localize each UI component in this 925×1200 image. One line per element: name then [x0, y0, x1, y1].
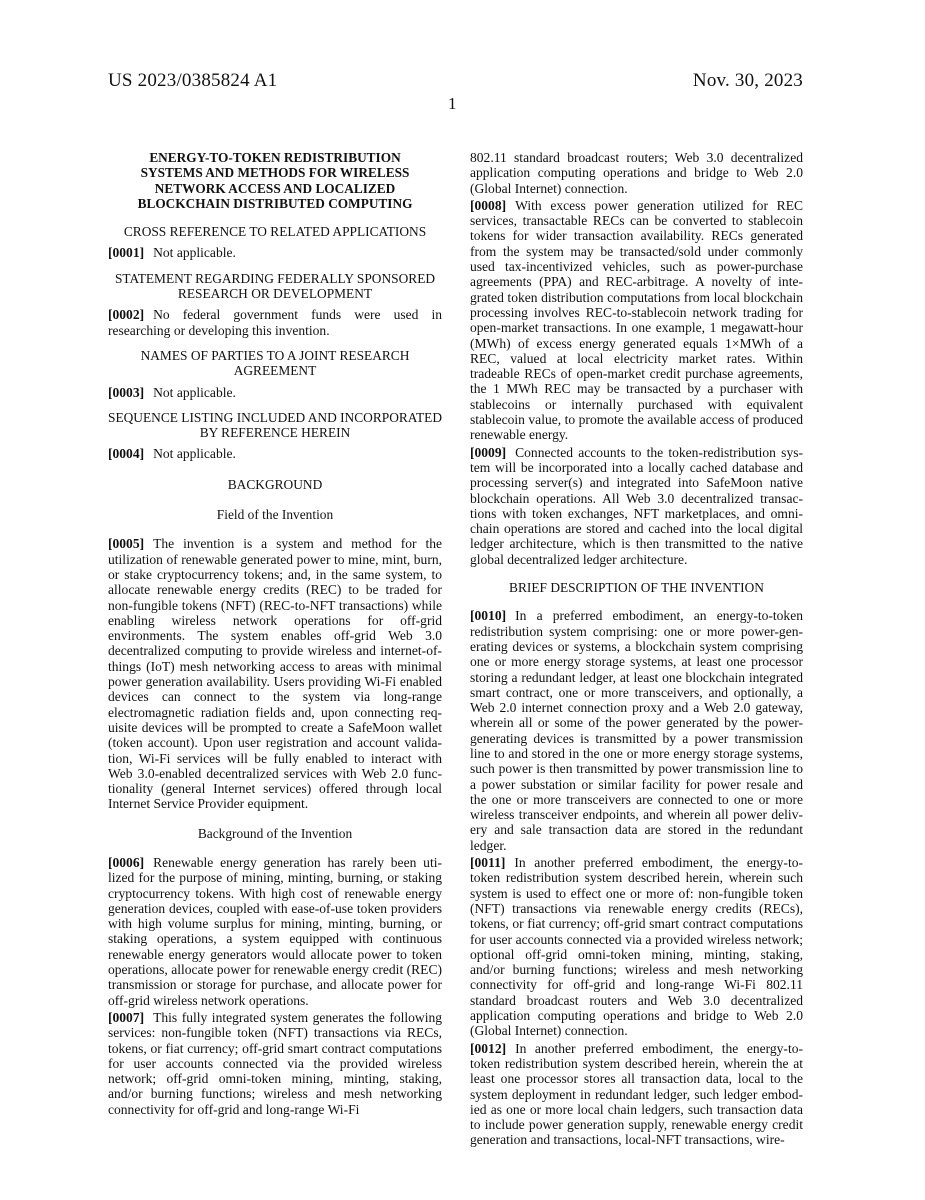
paragraph-0003 [108, 385, 442, 400]
paragraph-text: In another preferred embodiment, the energy-to-token redistribution system described herein, wherein the at least one processor stores all transaction data, local to the system deployment in redundant ledger, such ledger embodied as one or more local chain ledgers, such transaction data to include power generation supply, renewable energy credit generation and transactions, local-NFT transactions, wire- [470, 1040, 803, 1148]
paragraph-0007-continued: 802.11 standard broadcast routers; Web 3.0 decentralized application computing operations and bridge to Web 2.0 (Global Internet) connection. [470, 150, 803, 196]
paragraph-number: [0011] [470, 855, 506, 871]
paragraph-number: [0009] [470, 444, 507, 460]
page-number: 1 [448, 94, 457, 113]
heading-background-of-invention: Background of the Invention [197, 825, 353, 841]
paragraph-number: [0001] [108, 245, 145, 261]
paragraph-0010 [470, 608, 803, 853]
paragraph-text: Not applicable. [153, 446, 236, 462]
paragraph-number: [0012] [470, 1040, 507, 1056]
paragraph-text: In another preferred embodiment, the energy-to-token redistribution system described herein, wherein such system is used to effect one or more of: non-fungible token (NFT) transactions via renewable energy credits (RECs), tokens, or fiat currency; off-grid smart contract computations for user accounts connected via a provided wireless network; optional off-grid omni-token mining, minting, staking, and/or burning functions; wireless and mesh networking connectivity for off-grid and long-range Wi-Fi 802.11 standard broadcast routers and Web 3.0 decentralized application computing operations and bridge to Web 2.0 (Global Internet) connection. [470, 855, 803, 1039]
publication-number: US 2023/0385824 A1 [108, 70, 278, 91]
paragraph-number: [0007] [108, 1009, 145, 1025]
paragraph-0012 [470, 1041, 803, 1148]
paragraph-0002 [108, 307, 442, 338]
paragraph-text: Renewable energy generation has rarely been utilized for the purpose of mining, minting, burning, or staking cryptocurrency tokens. With high cost of renewable energy generation devices, coupled with ease-of-use token providers with high volume surplus for mining, minting, burning, or staking operations, a system equipped with continuous renewable energy generators would allocate power to token operations, allocate power for renewable energy credit (REC) transmission or storage for purchase, and allocate power for off-grid wireless network operations. [108, 854, 442, 1008]
paragraph-number: [0005] [108, 536, 145, 552]
paragraph-text: Connected accounts to the token-redistribution system will be incorporated into a locally cached database and processing server(s) and integrated into SafeMoon native blockchain operations. All Web 3.0 decentralized transactions with token exchanges, NFT marketplaces, and omni-chain operations are stored and cached into the local digital ledger architecture, which is then transmitted to the native global decentralized ledger architecture. [470, 444, 803, 567]
heading-federal-research: STATEMENT REGARDING FEDERALLY SPONSORED RESEARCH OR DEVELOPMENT [114, 270, 436, 302]
paragraph-text: In a preferred embodiment, an energy-to-token redistribution system comprising: one or more power-generating devices or systems, a blockchain system comprising one or more energy storage systems, at least one processor storing a redundant ledger, at least one blockchain integrated smart contract, one or more transceivers, and optionally, a Web 2.0 internet connection proxy and a Web 2.0 gateway, wherein all or some of the power generated by the power-generating devices is transmitted by a power transmission line to and stored in the one or more energy storage systems, such power is then transmitted by power transmission line to a power substation or similar facility for power resale and the one or more transceivers are connected to one or more wireless transceiver endpoints, and wherein all power delivery and sale transaction data are stored in the redundant ledger. [470, 608, 803, 853]
paragraph-number: [0003] [108, 384, 145, 400]
paragraph-text: With excess power generation utilized for REC services, transactable RECs can be converted to stablecoin tokens for wider transaction availability. RECs generated from the system may be transacted/sold under commonly used tax-incentivized vehicles, such as power-purchase agreements (PPA) and REC-arbitrage. A novelty of integrated token distribution computations from local blockchain processing involves REC-to-stablecoin network trading for open-market transactions. In one example, 1 megawatt-hour (MWh) of excess energy generated equals 1×MWh of a REC, valued at local electricity market rates. Within tradeable RECs of open-market credit purchase agreements, the 1 MWh REC may be transacted by a purchaser with stablecoins or internally purchased with equivalent stablecoin value, to promote the available access of produced renewable energy. [470, 197, 803, 443]
paragraph-text: No federal government funds were used in researching or developing this invention. [108, 307, 442, 338]
paragraph-0006 [108, 855, 442, 1008]
paragraph-0004 [108, 446, 442, 461]
right-column [470, 150, 803, 1150]
paragraph-0008 [470, 198, 803, 443]
paragraph-number: [0010] [470, 608, 507, 624]
paragraph-0001 [108, 245, 442, 260]
left-column [108, 150, 442, 1119]
heading-sequence-listing: SEQUENCE LISTING INCLUDED AND INCORPORATED BY REFERENCE HEREIN [108, 409, 443, 441]
paragraph-text: The invention is a system and method for the utilization of renewable generated power to mine, mint, burn, or stake cryptocurrency tokens; and, in the same system, to allocate renewable energy credits (REC) to be traded for non-fungible tokens (NFT) (REC-to-NFT transactions) while enabling wireless network operations for off-grid environments. The system enables off-grid Web 3.0 decentralized computing to provide wireless and internet-of-things (IoT) mesh networking access to areas with minimal power generation availability. Users providing Wi-Fi enabled devices can connect to the system via long-range electromagnetic radiation fields and, upon connecting requisite devices will be prompted to create a SafeMoon wallet (token account). Upon user registration and account validation, Wi-Fi services will be fully enabled to interact with Web 3.0-enabled decentralized services with Web 2.0 functionality (general Internet services) offered through local Internet Service Provider equipment. [108, 536, 442, 812]
heading-field-of-invention: Field of the Invention [216, 507, 334, 523]
publication-date: Nov. 30, 2023 [692, 70, 803, 91]
heading-cross-reference: CROSS REFERENCE TO RELATED APPLICATIONS [123, 224, 427, 240]
paragraph-text: Not applicable. [153, 384, 236, 400]
paragraph-text: This fully integrated system generates the following services: non-fungible token (NFT) transactions via RECs, tokens, or fiat currency; off-grid smart contract computations for user accounts connected via the provided wireless network; off-grid omni-token mining, minting, staking, and/or burning functions; wireless and mesh networking connectivity for off-grid and long-range Wi-Fi [108, 1009, 442, 1117]
heading-background: BACKGROUND [227, 476, 323, 492]
paragraph-number: [0002] [108, 307, 145, 323]
paragraph-text: Not applicable. [153, 245, 236, 261]
heading-brief-description: BRIEF DESCRIPTION OF THE INVENTION [509, 580, 764, 596]
patent-title: ENERGY-TO-TOKEN REDISTRIBUTION SYSTEMS AND METHODS FOR WIRELESS NETWORK ACCESS AND LOCALIZED BLOCKCHAIN DISTRIBUTED COMPUTING [137, 150, 413, 211]
paragraph-0009 [470, 445, 803, 567]
paragraph-0011 [470, 855, 803, 1039]
paragraph-0007 [108, 1010, 442, 1117]
paragraph-number: [0008] [470, 197, 507, 213]
paragraph-number: [0004] [108, 446, 145, 462]
paragraph-0005 [108, 536, 442, 811]
paragraph-number: [0006] [108, 854, 145, 870]
heading-joint-research: NAMES OF PARTIES TO A JOINT RESEARCH AGREEMENT [140, 347, 410, 379]
